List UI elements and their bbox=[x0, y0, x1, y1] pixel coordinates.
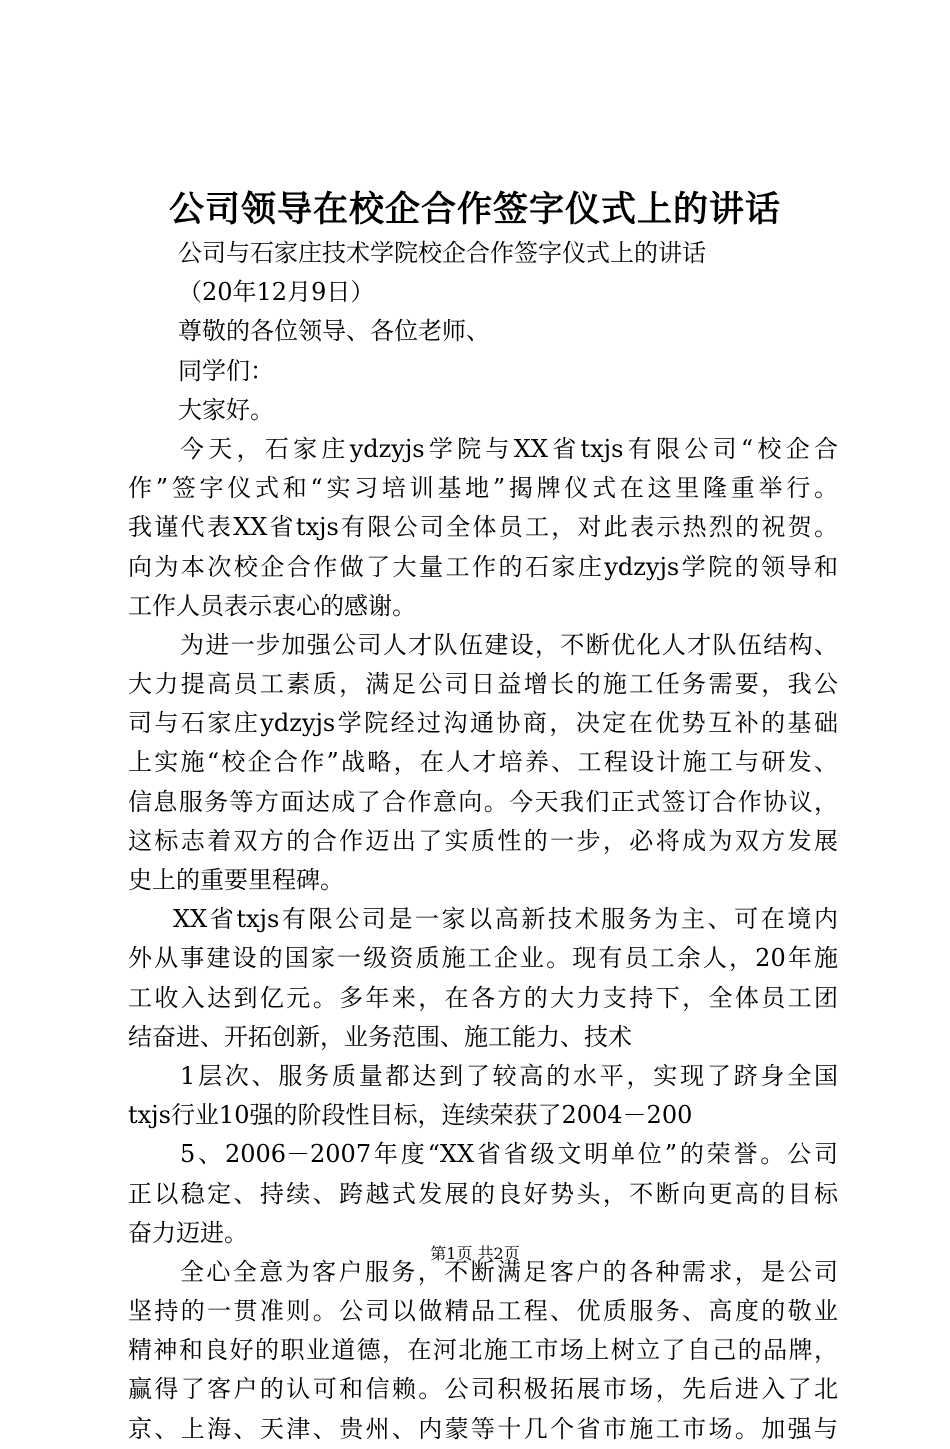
paragraph-line: 结奋进、开拓创新，业务范围、施工能力、技术 bbox=[128, 1022, 632, 1051]
salutation-line: 尊敬的各位领导、各位老师、 bbox=[178, 317, 490, 346]
subtitle-line: 公司与石家庄技术学院校企合作签字仪式上的讲话 bbox=[178, 239, 706, 267]
paragraph-line: 精神和良好的职业道德，在河北施工市场上树立了自己的品牌， bbox=[128, 1336, 838, 1365]
paragraph-line: txjs行业10强的阶段性目标，连续荣获了2004－200 bbox=[128, 1101, 693, 1130]
paragraph-line: XX省txjs有限公司是一家以高新技术服务为主、可在境内 bbox=[173, 905, 838, 934]
paragraph-line: 1层次、服务质量都达到了较高的水平，实现了跻身全国 bbox=[180, 1061, 838, 1090]
paragraph-line: 我谨代表XX省txjs有限公司全体员工，对此表示热烈的祝贺。 bbox=[128, 513, 838, 542]
paragraph-line: 工收入达到亿元。多年来，在各方的大力支持下，全体员工团 bbox=[128, 983, 838, 1012]
greeting-line: 大家好。 bbox=[178, 395, 274, 424]
paragraph-line: 上实施“校企合作”战略，在人才培养、工程设计施工与研发、 bbox=[128, 748, 838, 777]
paragraph-line: 坚持的一贯准则。公司以做精品工程、优质服务、高度的敬业 bbox=[128, 1297, 838, 1326]
paragraph-line: 史上的重要里程碑。 bbox=[128, 866, 344, 894]
salutation-line: 同学们： bbox=[178, 356, 274, 385]
paragraph-line: 这标志着双方的合作迈出了实质性的一步，必将成为双方发展 bbox=[128, 826, 838, 855]
paragraph-line: 作”签字仪式和“实习培训基地”揭牌仪式在这里隆重举行。 bbox=[128, 474, 838, 503]
document-body bbox=[128, 234, 838, 1449]
paragraph-line: 京、上海、天津、贵州、内蒙等十几个省市施工市场。加强与 bbox=[128, 1414, 838, 1443]
paragraph-line: 向为本次校企合作做了大量工作的石家庄ydzyjs学院的领导和 bbox=[128, 552, 838, 581]
paragraph-line: 全心全意为客户服务，不断满足客户的各种需求，是公司 bbox=[180, 1257, 838, 1286]
paragraph-line: 为进一步加强公司人才队伍建设，不断优化人才队伍结构、 bbox=[180, 630, 838, 659]
page-number-footer: 第1页 共2页 bbox=[430, 1244, 520, 1263]
paragraph-line: 今天，石家庄ydzyjs学院与XX省txjs有限公司“校企合 bbox=[180, 434, 838, 463]
paragraph-line: 5、2006－2007年度“XX省省级文明单位”的荣誉。公司 bbox=[180, 1140, 838, 1169]
paragraph-line: 工作人员表示衷心的感谢。 bbox=[128, 591, 416, 620]
paragraph-line: 司与石家庄ydzyjs学院经过沟通协商，决定在优势互补的基础 bbox=[128, 709, 838, 738]
paragraph-line: 奋力迈进。 bbox=[128, 1218, 248, 1247]
date-line: （20年12月9日） bbox=[178, 278, 375, 307]
paragraph-line: 外从事建设的国家一级资质施工企业。现有员工余人，20年施 bbox=[128, 944, 838, 973]
paragraph-line: 大力提高员工素质，满足公司日益增长的施工任务需要，我公 bbox=[128, 670, 838, 699]
document-title: 公司领导在校企合作签字仪式上的讲话 bbox=[168, 189, 781, 230]
paragraph-line: 信息服务等方面达成了合作意向。今天我们正式签订合作协议， bbox=[128, 787, 838, 816]
paragraph-line: 赢得了客户的认可和信赖。公司积极拓展市场，先后进入了北 bbox=[128, 1375, 838, 1404]
paragraph-line: 正以稳定、持续、跨越式发展的良好势头，不断向更高的目标 bbox=[128, 1179, 838, 1208]
